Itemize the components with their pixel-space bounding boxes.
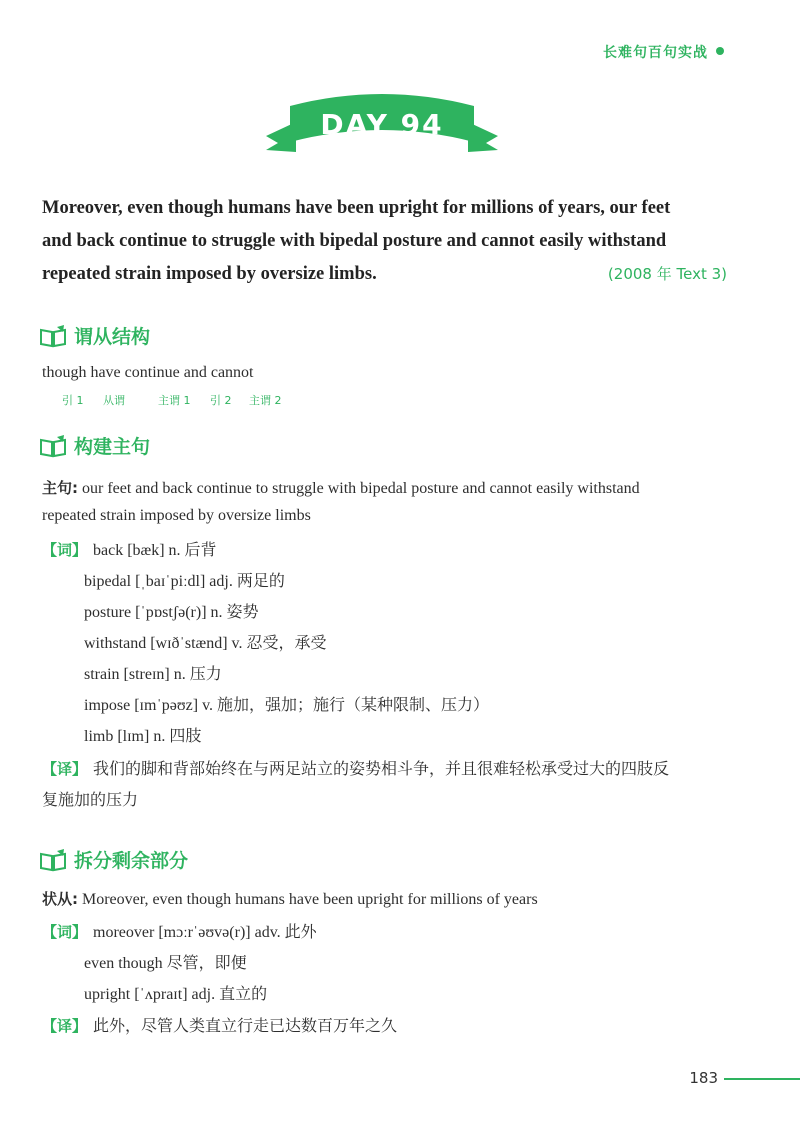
translation-text: 此外，尽管人类直立行走已达数百万年之久 [93,1018,398,1035]
banner-label: DAY 94 [320,108,444,141]
vocab-item: strain [streɪn] n. 压力 [84,666,222,683]
annotation-4: 引 2 [210,394,232,407]
main-clause-label: 主句: [42,479,78,497]
predicate-words: though have continue and cannot [42,364,254,381]
section-title-1: 谓从结构 [74,326,151,348]
annotation-2: 从谓 [103,394,125,407]
section-title-2: 构建主句 [74,436,151,458]
book-icon [38,434,68,458]
section-heading-2 [38,432,150,459]
vocab-item: limb [lɪm] n. 四肢 [84,728,202,745]
lead-line-3-text: repeated strain imposed by oversize limbs. [42,264,377,284]
vocab-tag: 【词】 [42,923,88,941]
main-clause-line-2: repeated strain imposed by oversize limbs [42,507,311,524]
lead-line-1: Moreover, even though humans have been upright for millions of years, our feet [42,198,671,218]
page-number: 183 [689,1069,718,1087]
translation-tag: 【译】 [42,760,88,778]
translation-text: 我们的脚和背部始终在与两足站立的姿势相斗争，并且很难轻松承受过大的四肢反 [93,761,670,778]
vocab-item: bipedal [ˌbaɪˈpiːdl] adj. 两足的 [84,573,285,590]
section-heading-3 [38,846,188,873]
translation-line-2: 复施加的压力 [42,792,139,809]
vocab-tag: 【词】 [42,541,88,559]
vocab-item: moreover [mɔːrˈəʊvə(r)] adv. 此外 [93,924,317,941]
lead-line-3 [42,258,727,291]
vocab-row [42,919,317,942]
annotation-3: 主谓 1 [158,394,191,407]
adverbial-clause-line [42,888,538,909]
vocab-item: even though 尽管，即便 [84,955,247,972]
running-header: 长难句百句实战 [603,45,708,61]
translation-line [42,1013,397,1036]
adverbial-clause-text: Moreover, even though humans have been upright for millions of years [78,891,538,908]
section-heading-1 [38,322,150,349]
annotation-1: 引 1 [62,394,84,407]
day-banner [266,88,498,158]
section-title-3: 拆分剩余部分 [74,850,189,872]
book-icon [38,324,68,348]
header-dot-icon [716,47,724,55]
vocab-item: impose [ɪmˈpəʊz] v. 施加，强加；施行（某种限制、压力） [84,697,490,714]
main-clause-line-1 [42,477,640,498]
vocab-row [42,537,217,560]
vocab-item: withstand [wɪðˈstænd] v. 忍受，承受 [84,635,327,652]
page-rule [724,1078,800,1080]
lead-source: (2008 年 Text 3) [607,265,727,283]
vocab-item: upright [ˈʌpraɪt] adj. 直立的 [84,986,268,1003]
adverbial-clause-label: 状从: [42,890,78,908]
main-clause-text: our feet and back continue to struggle with bipedal posture and cannot easily withstand [78,480,640,497]
annotation-5: 主谓 2 [249,394,282,407]
lead-sentence [42,192,727,291]
translation-tag: 【译】 [42,1017,88,1035]
translation-line-1 [42,756,669,779]
book-icon [38,848,68,872]
lead-line-2: and back continue to struggle with bipedal posture and cannot easily withstand [42,231,667,251]
vocab-item: posture [ˈpɒstʃə(r)] n. 姿势 [84,604,259,621]
vocab-item: back [bæk] n. 后背 [93,542,217,559]
